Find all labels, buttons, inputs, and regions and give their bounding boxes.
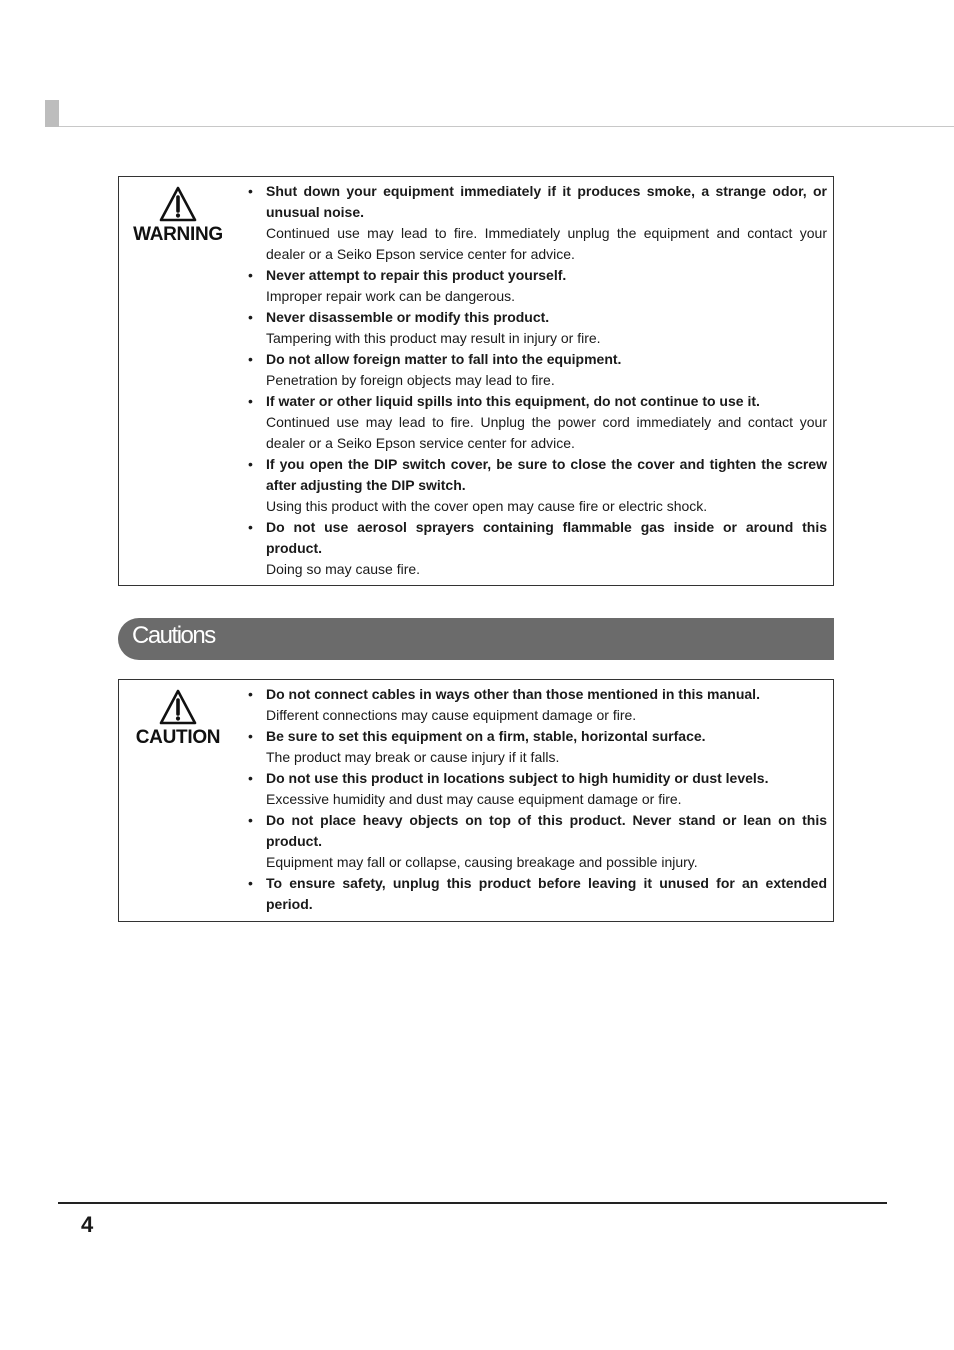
section-title: Cautions (132, 622, 215, 649)
warning-item (247, 307, 827, 349)
warning-item (247, 391, 827, 454)
warning-item (247, 454, 827, 517)
caution-item-heading: • Do not use this product in locations subject to high humidity or dust levels. (266, 770, 769, 786)
caution-item-description: Excessive humidity and dust may cause equipment damage or fire. (266, 791, 682, 807)
warning-item (247, 265, 827, 307)
warning-triangle-icon (158, 185, 198, 223)
warning-item-description: Continued use may lead to fire. Unplug the power cord immediately and contact your dealer or a Seiko Epson service center for advice. (266, 414, 827, 451)
caution-item-description: The product may break or cause injury if it falls. (266, 749, 560, 765)
caution-item (247, 768, 827, 810)
caution-item (247, 810, 827, 873)
warning-item-description: Doing so may cause fire. (266, 561, 421, 577)
header-tab (45, 100, 59, 127)
warning-item-heading: • Never attempt to repair this product yourself. (266, 267, 567, 283)
caution-item (247, 684, 827, 726)
caution-item-heading: • Do not connect cables in ways other than those mentioned in this manual. (266, 686, 760, 702)
warning-item-heading: • If you open the DIP switch cover, be sure to close the cover and tighten the screw after adjusting the DIP switch. (266, 456, 827, 493)
caution-label: CAUTION (135, 727, 221, 748)
section-header-bar (118, 618, 834, 660)
warning-item-heading: • Never disassemble or modify this product. (266, 309, 550, 325)
warning-item-heading: • Do not use aerosol sprayers containing flammable gas inside or around this product. (266, 519, 827, 556)
caution-item-heading: • To ensure safety, unplug this product before leaving it unused for an extended period. (266, 875, 827, 912)
warning-box (118, 176, 834, 586)
warning-item-heading: • Do not allow foreign matter to fall into the equipment. (266, 351, 622, 367)
caution-triangle-icon (158, 688, 198, 726)
warning-label: WARNING (133, 224, 223, 245)
caution-item-heading: • Do not place heavy objects on top of this product. Never stand or lean on this product. (266, 812, 827, 849)
warning-list (247, 181, 827, 580)
warning-item-description: Improper repair work can be dangerous. (266, 288, 516, 304)
warning-item (247, 349, 827, 391)
warning-label-column (119, 185, 237, 246)
warning-item-description: Penetration by foreign objects may lead to fire. (266, 372, 555, 388)
warning-item-description: Tampering with this product may result in injury or fire. (266, 330, 601, 346)
caution-item-description: Different connections may cause equipment damage or fire. (266, 707, 637, 723)
warning-item (247, 517, 827, 580)
caution-item-heading: • Be sure to set this equipment on a firm, stable, horizontal surface. (266, 728, 706, 744)
page-number: 4 (81, 1212, 94, 1237)
caution-list (247, 684, 827, 915)
header-rule (59, 126, 954, 127)
warning-item-heading: • If water or other liquid spills into this equipment, do not continue to use it. (266, 393, 760, 409)
caution-item-description: Equipment may fall or collapse, causing breakage and possible injury. (266, 854, 698, 870)
caution-item (247, 873, 827, 915)
warning-item (247, 181, 827, 265)
warning-item-heading: • Shut down your equipment immediately if it produces smoke, a strange odor, or unusual noise. (266, 183, 827, 220)
warning-item-description: Continued use may lead to fire. Immediately unplug the equipment and contact your dealer or a Seiko Epson service center for advice. (266, 225, 827, 262)
caution-item (247, 726, 827, 768)
caution-box (118, 679, 834, 922)
caution-label-column (119, 688, 237, 749)
warning-item-description: Using this product with the cover open may cause fire or electric shock. (266, 498, 708, 514)
footer-rule (58, 1202, 887, 1204)
